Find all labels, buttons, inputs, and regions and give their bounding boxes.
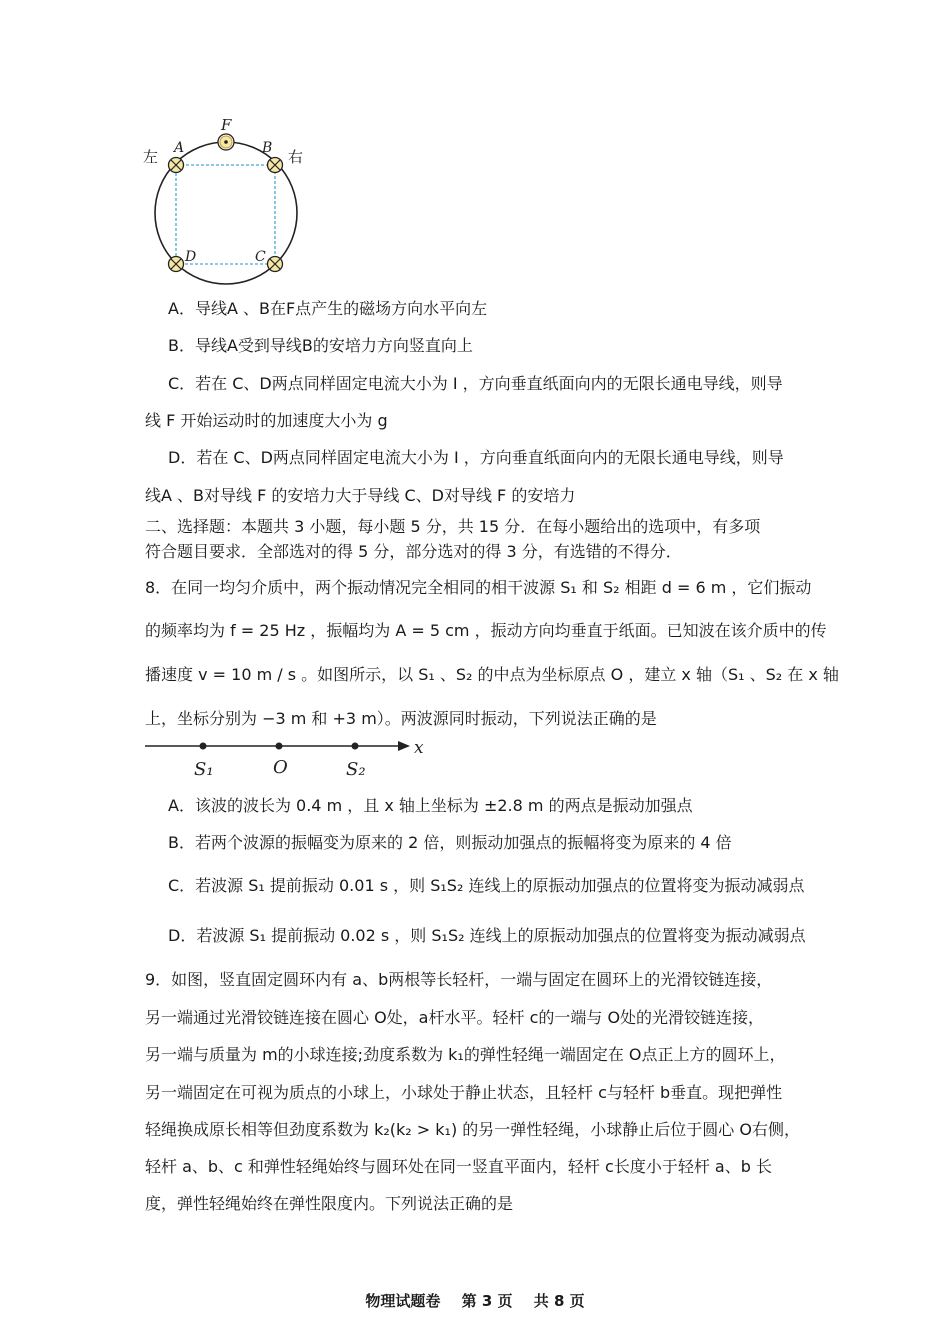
label-S1: S₁ bbox=[194, 759, 214, 780]
wire-F-dot-icon bbox=[218, 134, 234, 150]
label-D: D bbox=[185, 249, 197, 265]
section2-line1: 二、选择题：本题共 3 小题，每小题 5 分，共 15 分．在每小题给出的选项中，有多项 bbox=[145, 517, 761, 536]
x-axis-figure bbox=[140, 733, 440, 783]
q8-line4: 上，坐标分别为 −3 m 和 +3 m）。两波源同时振动，下列说法正确的是 bbox=[145, 709, 657, 728]
point-O bbox=[276, 743, 283, 750]
footer-total: 共 8 页 bbox=[533, 1292, 585, 1310]
label-C: C bbox=[255, 249, 266, 265]
footer-subject: 物理试题卷 bbox=[365, 1292, 441, 1310]
q9-line4: 另一端固定在可视为质点的小球上，小球处于静止状态，且轻杆 c与轻杆 b垂直。现把弹性 bbox=[145, 1083, 783, 1102]
q9-line7: 度，弹性轻绳始终在弹性限度内。下列说法正确的是 bbox=[145, 1194, 514, 1213]
q9-line6: 轻杆 a、b、c 和弹性轻绳始终与圆环处在同一竖直平面内，轻杆 c长度小于轻杆 a、b 长 bbox=[145, 1157, 772, 1176]
label-B: B bbox=[262, 140, 273, 156]
circle-wire-figure bbox=[135, 110, 320, 285]
label-A: A bbox=[174, 140, 185, 156]
q8-option-c: C．若波源 S₁ 提前振动 0.01 s ，则 S₁S₂ 连线上的原振动加强点的位置将变为振动减弱点 bbox=[168, 876, 805, 895]
q7-option-b: B．导线A受到导线B的安培力方向竖直向上 bbox=[168, 336, 473, 355]
q8-option-a: A．该波的波长为 0.4 m ，且 x 轴上坐标为 ±2.8 m 的两点是振动加强点 bbox=[168, 796, 693, 815]
q8-option-b: B．若两个波源的振幅变为原来的 2 倍，则振动加强点的振幅将变为原来的 4 倍 bbox=[168, 833, 732, 852]
point-S1 bbox=[200, 743, 207, 750]
label-left: 左 bbox=[143, 148, 159, 166]
q8-line1: 8．在同一均匀介质中，两个振动情况完全相同的相干波源 S₁ 和 S₂ 相距 d = 6 m ，它们振动 bbox=[145, 578, 812, 597]
q7-option-c-line2: 线 F 开始运动时的加速度大小为 g bbox=[145, 411, 388, 430]
q9-line3: 另一端与质量为 m的小球连接;劲度系数为 k₁的弹性轻绳一端固定在 O点正上方的圆环上， bbox=[145, 1045, 786, 1064]
page-footer bbox=[0, 1290, 950, 1311]
wire-D-cross-icon bbox=[169, 257, 184, 272]
footer-page: 第 3 页 bbox=[461, 1292, 513, 1310]
axis-x-label: x bbox=[414, 738, 424, 758]
wire-C-cross-icon bbox=[268, 257, 283, 272]
q9-line2: 另一端通过光滑铰链连接在圆心 O处，a杆水平。轻杆 c的一端与 O处的光滑铰链连接， bbox=[145, 1008, 765, 1027]
q7-option-a: A．导线A 、B在F点产生的磁场方向水平向左 bbox=[168, 299, 488, 318]
section2-line2: 符合题目要求．全部选对的得 5 分，部分选对的得 3 分，有选错的不得分． bbox=[145, 542, 682, 561]
q9-line5: 轻绳换成原长相等但劲度系数为 k₂(k₂ > k₁) 的另一弹性轻绳，小球静止后位于圆心 O右侧， bbox=[145, 1120, 800, 1139]
point-S2 bbox=[352, 743, 359, 750]
q7-option-d-line2: 线A 、B对导线 F 的安培力大于导线 C、D对导线 F 的安培力 bbox=[145, 486, 576, 505]
q8-option-d: D．若波源 S₁ 提前振动 0.02 s ，则 S₁S₂ 连线上的原振动加强点的位置将变为振动减弱点 bbox=[168, 926, 806, 945]
x-axis-arrow-icon bbox=[398, 741, 410, 751]
q9-line1: 9．如图，竖直固定圆环内有 a、b两根等长轻杆，一端与固定在圆环上的光滑铰链连接， bbox=[145, 970, 773, 989]
q8-line3: 播速度 v = 10 m / s 。如图所示，以 S₁ 、S₂ 的中点为坐标原点 O ，建立 x 轴（S₁ 、S₂ 在 x 轴 bbox=[145, 665, 839, 684]
wire-B-cross-icon bbox=[268, 158, 283, 173]
label-S2: S₂ bbox=[346, 759, 366, 780]
wire-A-cross-icon bbox=[169, 158, 184, 173]
label-right: 右 bbox=[288, 148, 304, 166]
label-O: O bbox=[273, 757, 288, 778]
q8-line2: 的频率均为 f = 25 Hz ，振幅均为 A = 5 cm ，振动方向均垂直于纸面。已知波在该介质中的传 bbox=[145, 621, 827, 640]
q7-option-d-line1: D．若在 C、D两点同样固定电流大小为 I ，方向垂直纸面向内的无限长通电导线，则导 bbox=[168, 448, 784, 467]
q7-option-c-line1: C．若在 C、D两点同样固定电流大小为 I ，方向垂直纸面向内的无限长通电导线，则导 bbox=[168, 374, 783, 393]
label-F: F bbox=[221, 116, 232, 134]
